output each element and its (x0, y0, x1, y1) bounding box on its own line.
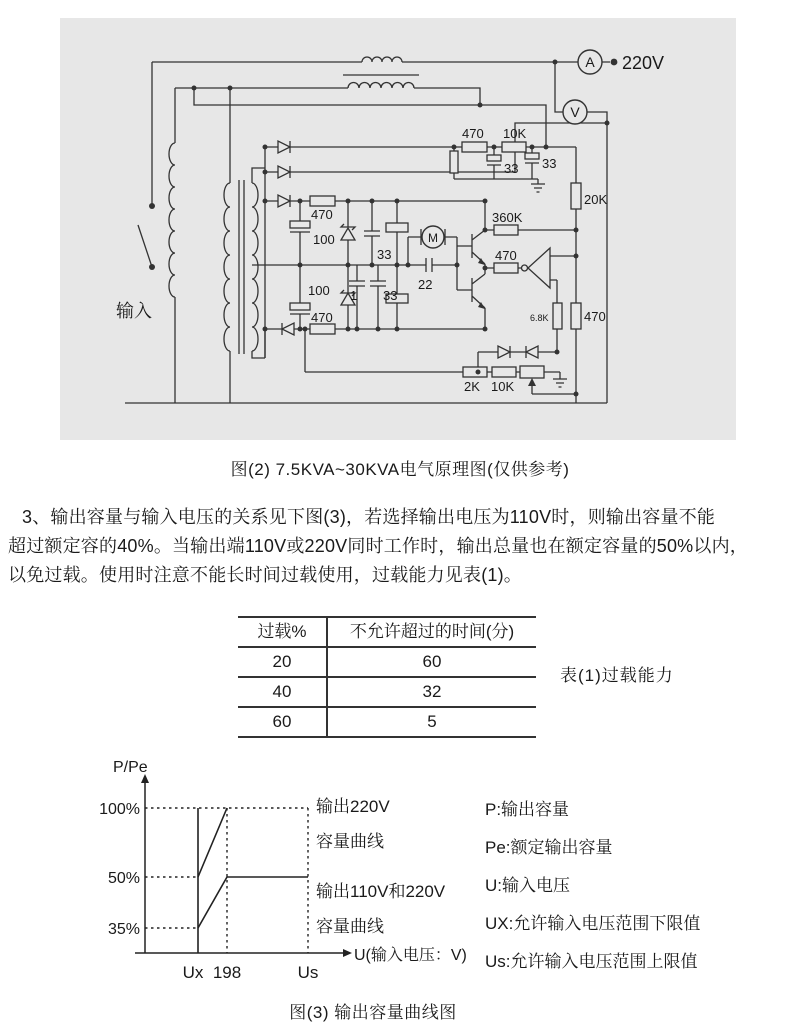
opamp-symbol (528, 248, 550, 288)
figure2-caption: 图(2) 7.5KVA~30KVA电气原理图(仅供参考) (230, 460, 570, 479)
xtick-ux: Ux (182, 963, 204, 982)
c100a-label: 100 (313, 232, 335, 247)
r470-top-label: 470 (311, 207, 333, 222)
legend-line-p: P:输出容量 (485, 800, 570, 819)
ytick-50: 50% (107, 870, 140, 887)
xtick-us: Us (297, 963, 319, 982)
ytick-100: 100% (99, 801, 140, 818)
curve2-label-line2: 容量曲线 (316, 917, 384, 936)
table-caption: 表(1)过载能力 (560, 666, 674, 685)
c22-label: 22 (418, 277, 433, 292)
y-axis-title: P/Pe (113, 759, 148, 776)
pot-arrow (528, 378, 536, 386)
r470-opamp-label: 470 (495, 248, 517, 263)
table-row (238, 708, 536, 738)
ytick-35: 35% (107, 921, 140, 938)
r470-vert-label: 470 (584, 309, 606, 324)
cell-time: 5 (427, 712, 437, 731)
c33d-label: 33 (383, 288, 398, 303)
r6k8-label: 6.8K (530, 313, 549, 323)
r10k-pot-label: 10K (491, 379, 515, 394)
curve2-label-line1: 输出110V和220V (316, 882, 446, 901)
ammeter-letter: A (585, 54, 595, 70)
paragraph-line: 超过额定容的40%。当输出端110V或220V同时工作时，输出总量也在额定容量的50%以内， (8, 536, 748, 556)
c100b-label: 100 (308, 283, 330, 298)
r360k-label: 360K (492, 210, 523, 225)
r470-bottom-label: 470 (311, 310, 333, 325)
curve-110v-220v (198, 877, 308, 928)
chart-svg (90, 750, 480, 990)
c33b-label: 33 (542, 156, 557, 171)
overload-table (238, 616, 536, 738)
table-row (238, 648, 536, 678)
legend-line-u: U:输入电压 (485, 876, 570, 895)
cell-time: 60 (422, 652, 442, 671)
reference-dotted-lines (145, 808, 308, 953)
r10k-net-label: 10K (503, 126, 527, 141)
c1-label: 1 (350, 288, 358, 303)
xtick-198: 198 (212, 963, 242, 982)
paragraph-line: 以免过载。使用时注意不能长时间过载使用，过载能力见表(1)。 (8, 565, 522, 585)
chart-text (99, 759, 467, 982)
x-axis-title: U(输入电压：V) (354, 947, 467, 964)
junction-dots (149, 59, 617, 397)
voltmeter-letter: V (570, 104, 580, 120)
legend-line-ux: UX:允许输入电压范围下限值 (485, 914, 701, 933)
curve-220v (198, 808, 227, 877)
r470-net-label: 470 (462, 126, 484, 141)
chart-legend (485, 791, 700, 981)
figure3-caption: 图(3) 输出容量曲线图 (289, 1003, 457, 1022)
curve1-label-line2: 容量曲线 (316, 832, 384, 851)
table-header-row (238, 618, 536, 648)
cell-time: 32 (422, 682, 442, 701)
cell-overload: 20 (238, 648, 328, 676)
legend-line-us: Us:允许输入电压范围上限值 (485, 952, 698, 971)
circuit-diagram (60, 18, 736, 440)
chart-axes (135, 782, 344, 953)
chart-curves (198, 808, 308, 953)
capacity-chart (90, 750, 480, 990)
c33a-label: 33 (504, 161, 519, 176)
voltage-label: 220V (622, 53, 665, 73)
r20k-label: 20K (584, 192, 608, 207)
motor-letter: M (428, 231, 438, 245)
cell-overload: 40 (238, 678, 328, 706)
schematic-panel (60, 18, 736, 440)
body-paragraph (8, 503, 796, 590)
cell-overload: 60 (238, 708, 328, 736)
input-label: 输入 (116, 301, 152, 321)
col-header-time: 不允许超过的时间(分) (349, 622, 515, 641)
r2k-label: 2K (464, 379, 480, 394)
curve1-label-line1: 输出220V (316, 797, 390, 816)
table-row (238, 678, 536, 708)
c33c-label: 33 (377, 247, 392, 262)
paragraph-line: 3、输出容量与输入电压的关系见下图(3)，若选择输出电压为110V时，则输出容量不能 (22, 507, 716, 527)
legend-line-pe: Pe:额定输出容量 (485, 838, 613, 857)
col-header-overload: 过载% (238, 618, 328, 646)
